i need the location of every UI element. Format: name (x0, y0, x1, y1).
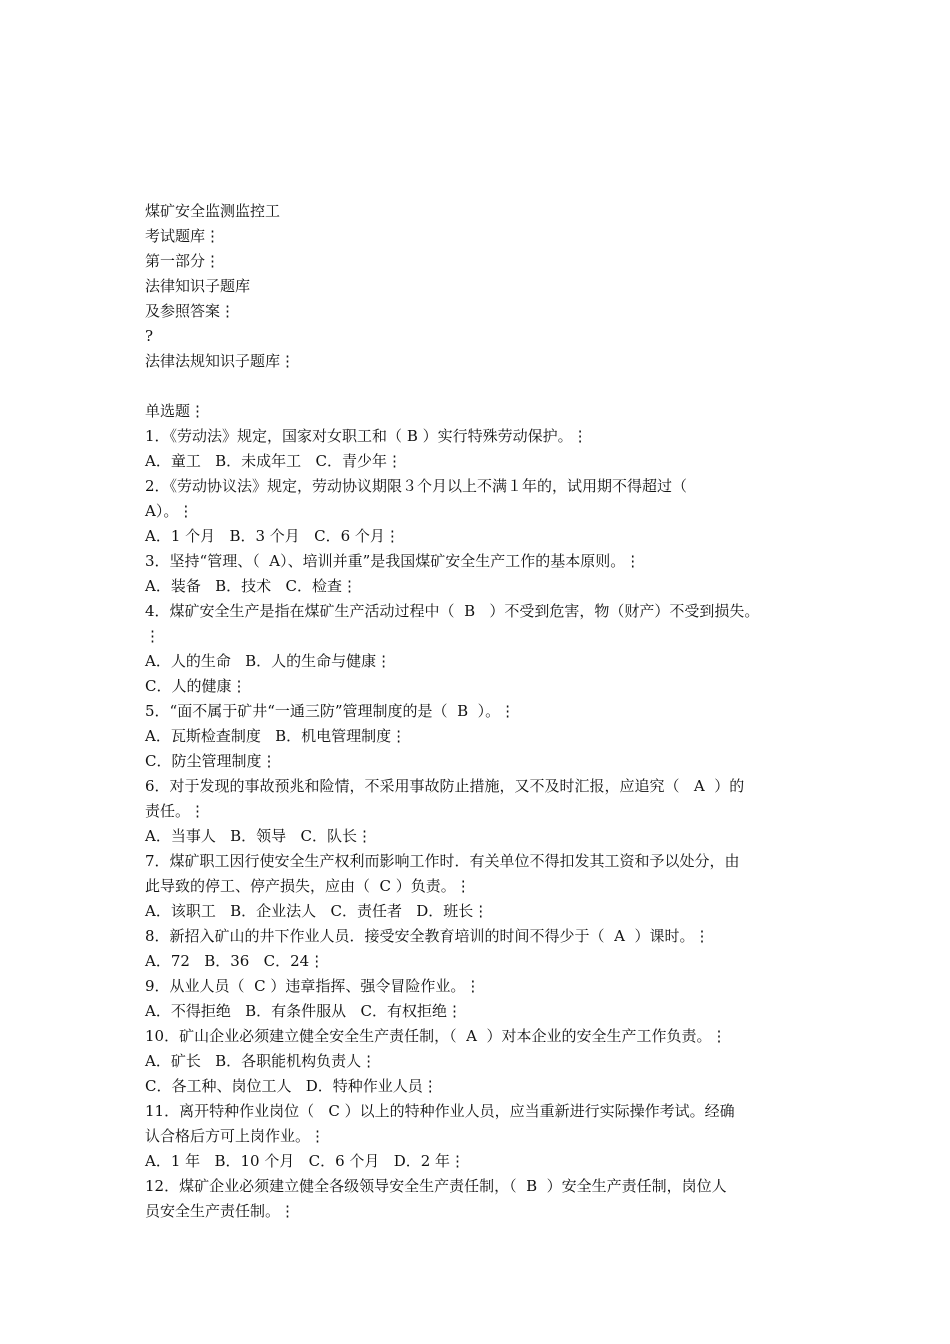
text-line: ⋮ (145, 627, 160, 645)
doc-subbank: 法律知识子题库 (145, 277, 251, 295)
single-choice-heading: 单选题⋮ (145, 402, 206, 420)
text-line: A．1 个月 B．3 个月 C．6 个月⋮ (145, 527, 400, 545)
text-line: A．矿长 B．各职能机构负责人⋮ (145, 1052, 377, 1070)
text-line: 9．从业人员（ C ）违章指挥、强令冒险作业。⋮ (145, 977, 481, 995)
text-line: A．童工 B．未成年工 C．青少年⋮ (145, 452, 402, 470)
text-line: A．该职工 B．企业法人 C．责任者 D．班长⋮ (145, 902, 489, 920)
text-line: A）。⋮ (145, 502, 194, 520)
doc-part: 第一部分⋮ (145, 252, 221, 270)
text-line: A．当事人 B．领导 C．队长⋮ (145, 827, 372, 845)
blank-line (145, 374, 825, 399)
text-line: 此导致的停工、停产损失，应由（ C ）负责。⋮ (145, 877, 471, 895)
doc-answers-note: 及参照答案⋮ (145, 302, 236, 320)
text-line: A．装备 B．技术 C．检查⋮ (145, 577, 357, 595)
text-line: 6．对于发现的事故预兆和险情，不采用事故防止措施，又不及时汇报，应追究（ A ）的 (145, 777, 745, 795)
text-line: 认合格后方可上岗作业。⋮ (145, 1127, 326, 1145)
text-line: 员安全生产责任制。⋮ (145, 1202, 296, 1220)
text-line: A．人的生命 B．人的生命与健康⋮ (145, 652, 392, 670)
text-line: 1．《劳动法》规定，国家对女职工和（ B ）实行特殊劳动保护。⋮ (145, 427, 588, 445)
doc-title: 煤矿安全监测监控工 (145, 202, 281, 220)
text-line: 责任。⋮ (145, 802, 206, 820)
text-line: A．瓦斯检查制度 B．机电管理制度⋮ (145, 727, 407, 745)
text-line: 10．矿山企业必须建立健全安全生产责任制，（ A ）对本企业的安全生产工作负责。⋮ (145, 1027, 727, 1045)
text-line: C．防尘管理制度⋮ (145, 752, 277, 770)
text-line: 4．煤矿安全生产是指在煤矿生产活动过程中（ B ）不受到危害，物（财产）不受到损失。 (145, 602, 760, 620)
doc-section-heading: 法律法规知识子题库⋮ (145, 352, 296, 370)
doc-subtitle: 考试题库⋮ (145, 227, 221, 245)
text-line: A．72 B．36 C．24⋮ (145, 952, 325, 970)
document-body (145, 199, 825, 1224)
text-line: 2．《劳动协议法》规定，劳动协议期限３个月以上不满１年的，试用期不得超过（ (145, 477, 688, 495)
text-line: 12．煤矿企业必须建立健全各级领导安全生产责任制，（ B ）安全生产责任制，岗位人 (145, 1177, 727, 1195)
text-line: 8．新招入矿山的井下作业人员．接受安全教育培训的时间不得少于（ A ）课时。⋮ (145, 927, 710, 945)
doc-question-mark: ? (145, 327, 154, 345)
text-line: A．1 年 B．10 个月 C．6 个月 D．2 年⋮ (145, 1152, 466, 1170)
text-line: 7．煤矿职工因行使安全生产权利而影响工作时．有关单位不得扣发其工资和予以处分，由 (145, 852, 740, 870)
text-line: 5．“面不属于矿井“一通三防”管理制度的是（ B ）。⋮ (145, 702, 516, 720)
text-line: 3．坚持“管理、（ A）、培训并重”是我国煤矿安全生产工作的基本原则。⋮ (145, 552, 641, 570)
text-line: A．不得拒绝 B．有条件服从 C．有权拒绝⋮ (145, 1002, 462, 1020)
text-line: C．各工种、岗位工人 D．特种作业人员⋮ (145, 1077, 438, 1095)
text-line: C．人的健康⋮ (145, 677, 247, 695)
text-line: 11．离开特种作业岗位（ C ）以上的特种作业人员，应当重新进行实际操作考试。经确 (145, 1102, 735, 1120)
